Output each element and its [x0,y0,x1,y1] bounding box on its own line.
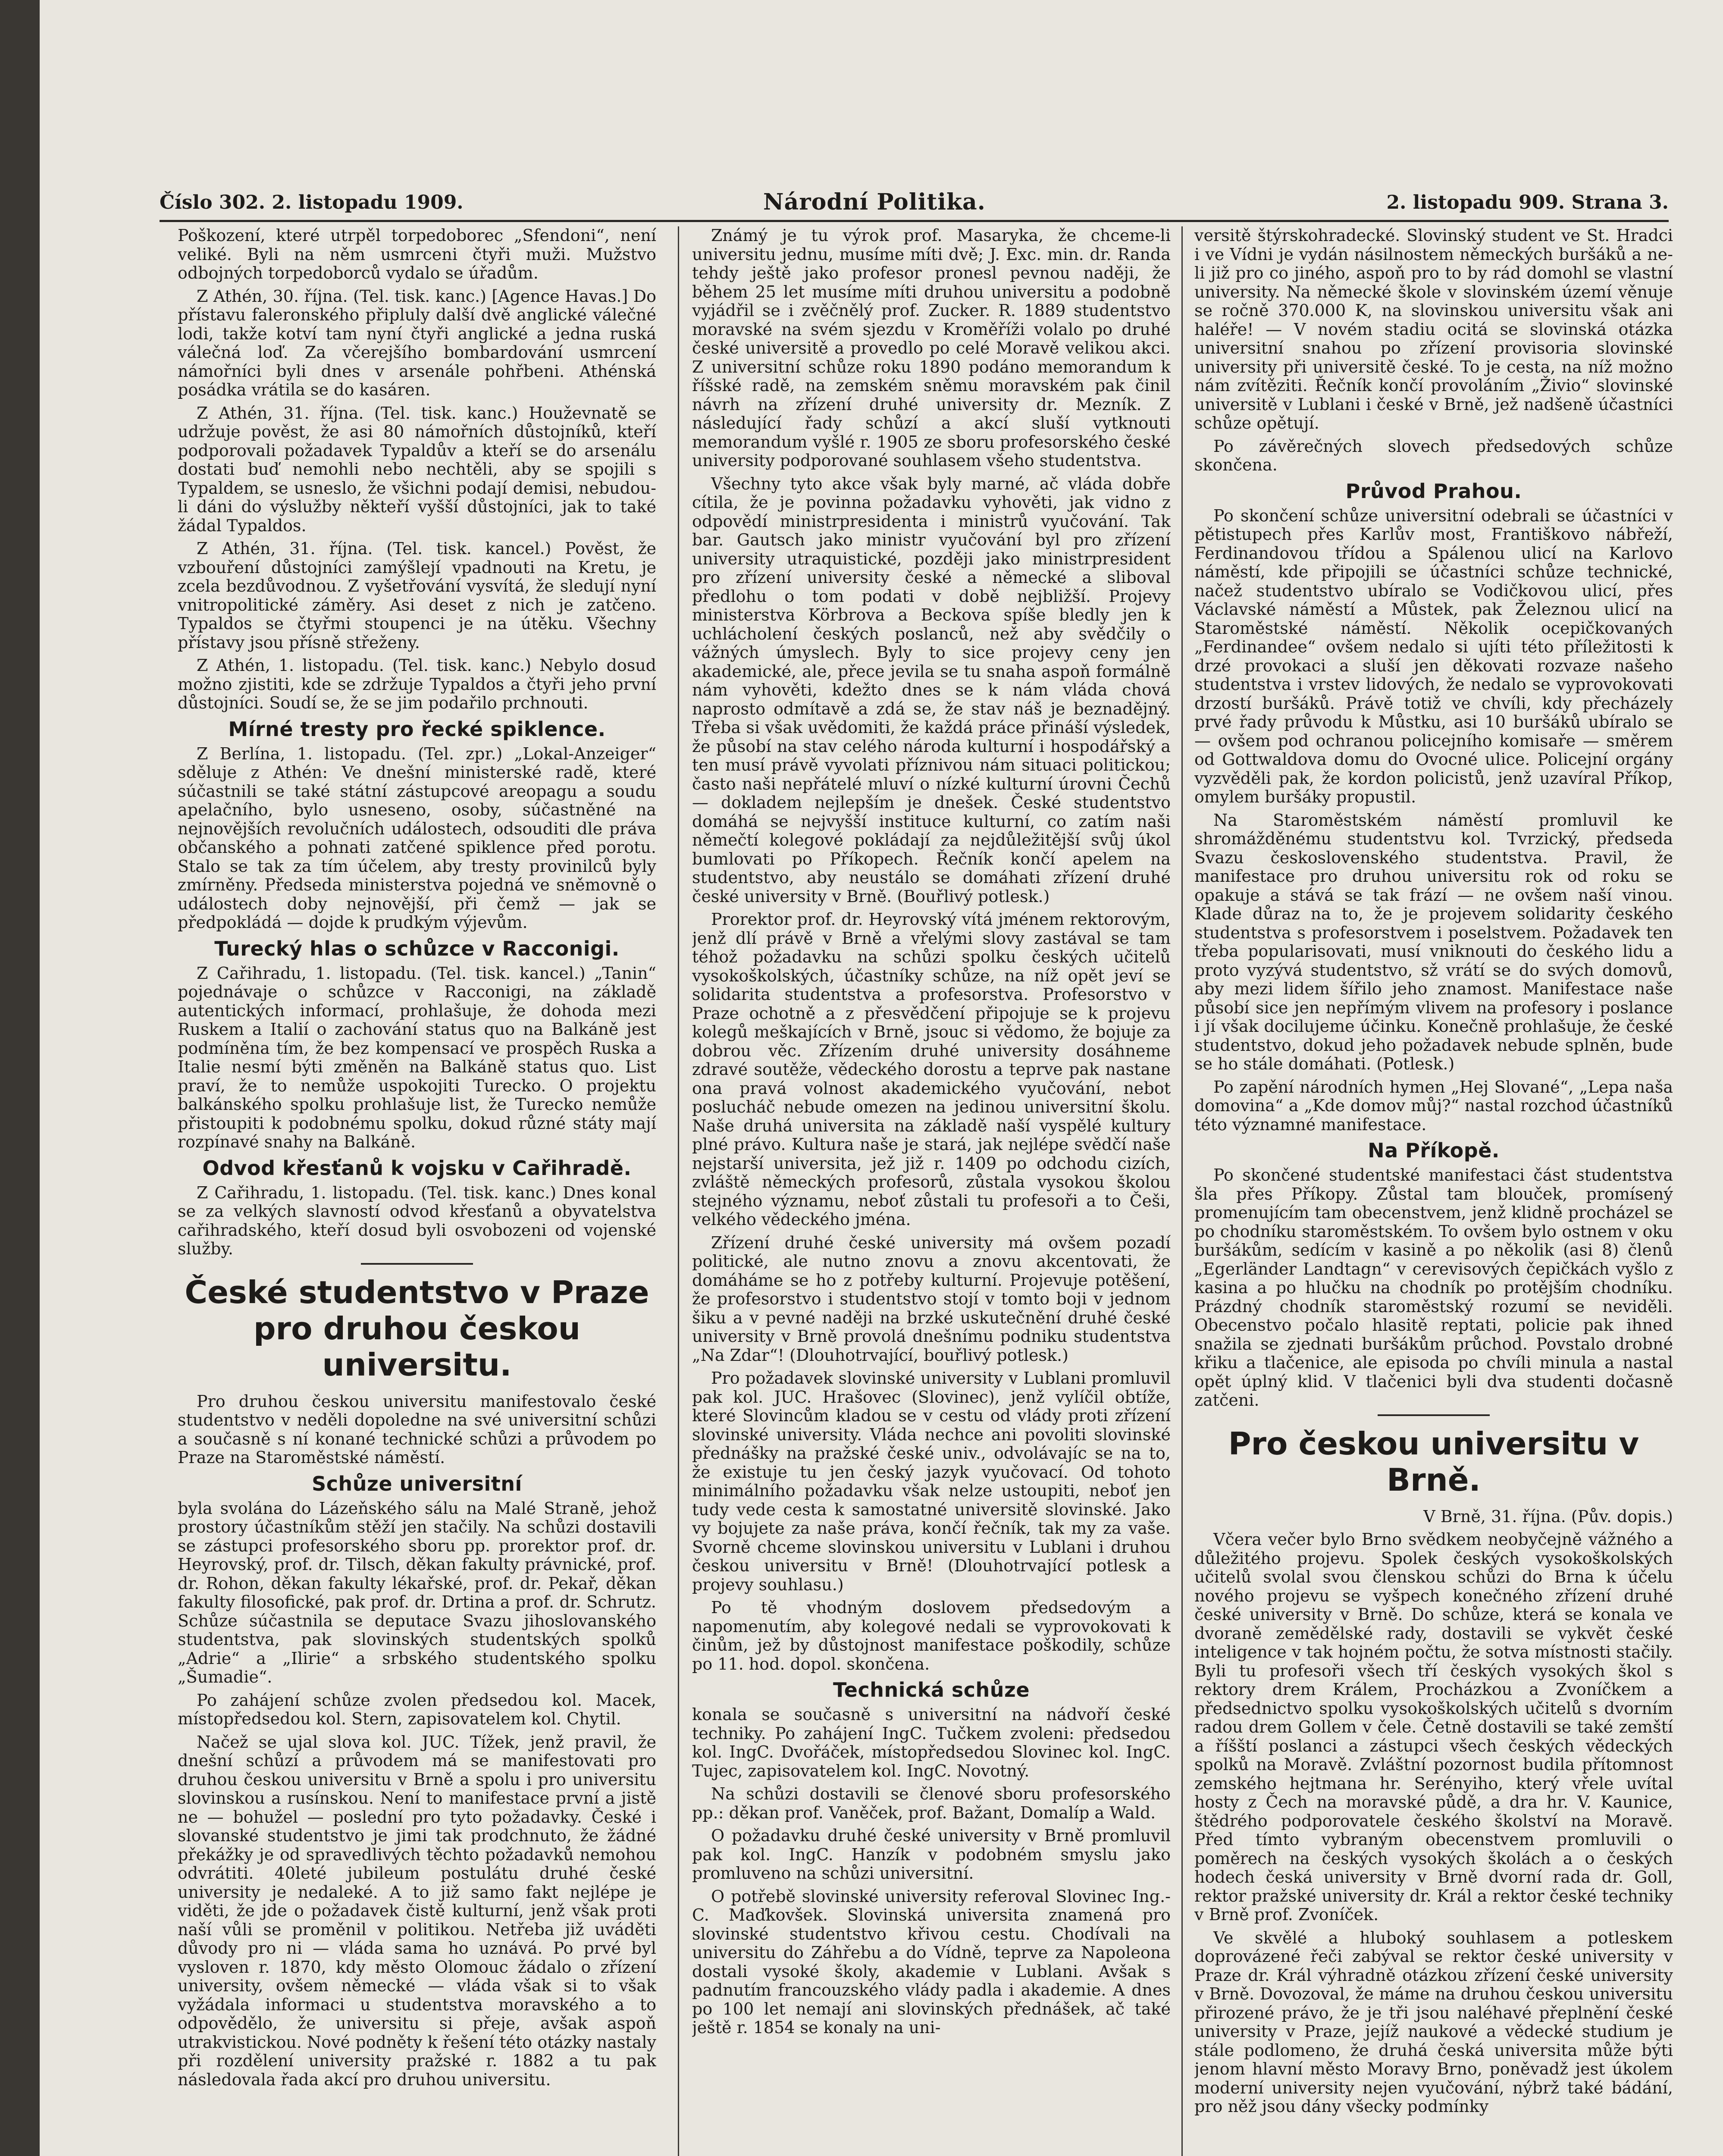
paragraph: O požadavku druhé české university v Brně promluvil pak kol. IngC. Hanzík v podobném smyslu jako promluveno na schůzi universitní. [692,1826,1171,1883]
dateline: V Brně, 31. října. (Pův. dopis.) [1423,1507,1673,1526]
paragraph: Zřízení druhé české university má ovšem pozadí politické, ale nutno znovu a znovu akcentovati, že domáháme se ho z potřeby kulturní. Projevuje potěšení, že profesorstvo i studentstvo stojí v tomto boji v jednom šiku a v pevné naději na brzké uskutečnění druhé české university v Brně provolá dnešnímu podniku studentstva „Na Zdar“! (Dlouhotrvající, bouřlivý potlesk.) [692,1233,1171,1365]
header-rule [160,220,1669,222]
column-divider [1181,226,1183,2156]
paragraph: Pro druhou českou universitu manifestovalo české studentstvo v neděli dopoledne na své universitní schůzi a současně s ní konané technické schůzi a průvodem po Praze na Staroměstské náměstí. [178,1391,656,1467]
paragraph: Z Athén, 1. listopadu. (Tel. tisk. kanc.) Nebylo dosud možno zjistiti, kde se zdržuje Typaldos a čtyři jeho první důstojníci. Soudí se, že se jim podařilo prchnouti. [178,656,656,712]
page-header [160,189,1669,219]
main-headline: Pro českou universitu v Brně. [1228,1425,1639,1498]
paragraph: Včera večer bylo Brno svědkem neobyčejně vážného a důležitého projevu. Spolek českých vysokoškolských učitelů svolal svou členskou schůzi do Brna k účelu nového projevu se vyšpech konečného zřízení druhé české university v Brně. Do schůze, která se konala ve dvoraně zemědělské rady, dostavili se vykvět české inteligence v tak hojném počtu, že sotva místnosti stačily. Byli tu profesoři všech tří českých vysokých škol s rektory drem Králem, Procházkou a Zvoníčkem a předsednictvo spolku vysokoškolských učitelů s dvorním radou drem Gollem v čele. Četně dostavili se také zemští a říšští poslanci a zástupci všech českých vědeckých spolků na Moravě. Zvláštní pozornost budila přítomnost zemského hejtmana hr. Serényiho, který vřele uvítal hosty z Čech na moravské půdě, a dra hr. V. Kaunice, štědrého podporovatele českého školství na Moravě. Před tímto vybraným obecenstvem promluvili o poměrech na českých vysokých školách a o českých hodech česká university v Brně dvorní rada dr. Goll, rektor pražské university dr. Král a rektor české techniky v Brně prof. Zvoníček. [1194,1530,1673,1924]
paragraph: Z Cařihradu, 1. listopadu. (Tel. tisk. kancel.) „Tanin“ pojednávaje o schůzce v Racconigi, na základě autentických informací, prohlašuje, že dohoda mezi Ruskem a Italií o zachování status quo na Balkáně jest podmíněna tím, že bez kompensací ve prospěch Ruska a Italie nesmí býti změněn na Balkáně status quo. List praví, že to nemůže uspokojiti Turecko. O projektu balkánského spolku prohlašuje list, že Turecko nemůže přistoupiti k podobnému spolku, dokud různé státy mají rozpínavé snahy na Balkáně. [178,963,656,1151]
headline: Technická schůze [833,1678,1030,1702]
paragraph: Načež se ujal slova kol. JUC. Tížek, jenž pravil, že dnešní schůzí a průvodem má se manifestovati pro druhou českou universitu v Brně a spolu i pro universitu slovinskou a rusínskou. Není to manifestace první a jistě ne — bohužel — poslední pro tyto požadavky. České i slovanské studentstvo je jimi tak prodchnuto, že žádné překážky je od spravedlivých těchto požadavků nemohou odvrátiti. 40leté jubileum postulátu druhé české university je nedaleké. A to již samo fakt nejlépe je viděti, že jde o požadavek čistě kulturní, jenž však proti naší vůli se proměnil v politikou. Netřeba již uváděti důvody pro ni — vláda sama ho uznává. Po prvé byl vysloven r. 1870, kdy město Olomouc žádalo o zřízení university, ovšem německé — vláda však si to však vyžádala informaci u studentstva moravského a to odpovědělo, že universitu si přeje, avšak aspoň utrakvistickou. Nové podněty k řešení této otázky nastaly při rozdělení university pražské r. 1882 a tu pak následovala řada akcí pro druhou universitu. [178,1732,656,2089]
paragraph: Z Athén, 31. října. (Tel. tisk. kanc.) Houževnatě se udržuje pověst, že asi 80 námořních důstojníků, kteří podporovali požadavek Typaldův a kteří se do arsenálu dostati buď nemohli nebo nechtěli, aby se spojili s Typaldem, se usneslo, že všichni podají demisi, nebudou-li dáni do výslužby někteří vyšší důstojníci, jak to také žádal Typaldos. [178,403,656,535]
headline: Turecký hlas o schůzce v Racconigi. [214,937,620,960]
masthead: Národní Politika. [763,189,986,215]
column-3 [1194,226,1673,2156]
headline: Odvod křesťanů k vojsku v Cařihradě. [202,1156,632,1180]
headline: Schůze universitní [312,1472,522,1495]
paragraph: Prorektor prof. dr. Heyrovský vítá jménem rektorovým, jenž dlí právě v Brně a vřelými slovy zastával se tam téhož požadavku na schůzi spolku českých učitelů vysokoškolských, účastníky schůze, na níž opět jeví se solidarita studentstva a profesorstva. Profesorstvo v Praze ochotně a z přesvědčení připojuje se k projevu kolegů meškajících v Brně, jsouc si vědomo, že bojuje za dobrou věc. Zřízením druhé university dosáhneme zdravé soutěže, vědeckého dorostu a teprve pak nastane ona pravá volnost akademického vyučování, nebot poslucháč nebude omezen na jedinou universitní školu. Naše druhá universita na základě naší vyspělé kultury plné právo. Kultura naše je stará, jak nejlépe svědčí naše nejstarší universita, jež již r. 1409 po odchodu cizích, zvláště německých profesorů, zůstala vysokou školou stejného významu, neboť zůstali tu profesoři a to Češi, velkého vědeckého jména. [692,910,1171,1229]
main-headline: České studentstvo v Praze pro druhou českou universitu. [185,1274,649,1383]
paragraph: Všechny tyto akce však byly marné, ač vláda dobře cítila, že je povinna požadavku vyhověti, jak vidno z odpovědí ministrpresidenta i ministrů vyučování. Tak bar. Gautsch jako ministr vyučování byl pro zřízení university utraquistické, později jako ministrpresident pro zřízení university české a německé a sliboval předlohu o tom podati v době nejbližší. Projevy ministerstva Körbrova a Beckova spíše bledly jen k uchlácholení českých poslanců, než aby svědčily o vážných úmyslech. Byly to sice projevy ceny jen akademické, ale, přece jevila se tu snaha aspoň formálně nám vyhověti, kdežto dnes se k nám vláda chová naprosto odmítavě a zdá se, že stav náš je beznadějný. Třeba si však uvědomiti, že každá práce přináší výsledek, že působí na stav celého národa kulturní i hospodářský a ten musí právě vyvolati příznivou nám situaci politickou; často naši nepřátelé mluví o nízké kulturní úrovni Čechů — dokladem nejlepším je dnešek. České studentstvo domáhá se nejvyšší instituce kulturní, co zatím naši němečtí kolegové pokládají za nejdůležitější svůj úkol bumlovati po Příkopech. Řečník končí apelem na studentstvo, aby neustálo se domáhati zřízení druhé české university v Brně. (Bouřlivý potlesk.) [692,474,1171,906]
paragraph: byla svolána do Lázeňského sálu na Malé Straně, jehož prostory účastníkům stěží jen stačily. Na schůzi dostavili se zástupci profesorského sboru pp. prorektor prof. dr. Heyrovský, prof. dr. Tilsch, děkan fakulty právnické, prof. dr. Rohon, děkan fakulty lékařské, prof. dr. Pekař, děkan fakulty filosofické, pak prof. dr. Drtina a prof. dr. Schrutz. Schůze súčastnila se deputace Svazu jihoslovanského studentstva, pak slovinských studentských spolků „Adrie“ a „Ilirie“ a srbského studentského spolku „Šumadie“. [178,1498,656,1686]
paragraph: Známý je tu výrok prof. Masaryka, že chceme-li universitu jednu, musíme míti dvě; J. Exc. min. dr. Randa tehdy ještě jako profesor pronesl pevnou naději, že během 25 let musíme míti druhou universitu a podobně vyjádřil se i zvěčnělý prof. Zucker. R. 1889 studentstvo moravské na svém sjezdu v Kroměříži volalo po druhé české universitě a provedlo po celé Moravě velikou akci. Z universitní schůze roku 1890 podáno memorandum k říšské radě, na zemském sněmu moravském pak činil návrh na zřízení druhé university dr. Mezník. Z následující řady schůzí a akcí sluší vytknouti memorandum vyšlé r. 1905 ze sboru profesorského české university podporované souhlasem všeho studentstva. [692,226,1171,470]
paragraph: Po skončení schůze universitní odebrali se účastníci v pětistupech přes Karlův most, Františkovo nábřeží, Ferdinandovou třídou a Spálenou ulicí na Karlovo náměstí, kde připojili se účastníci schůze technické, načež studentstvo ubíralo se Vodičkovou ulicí, přes Václavské náměstí a Můstek, pak Železnou ulicí na Staroměstské náměstí. Několik ocepičkovaných „Ferdinandee“ ovšem nedalo si ujíti této příležitosti k drzé provokaci a sluší jen děkovati rozvaze našeho studentstva i vrstev lidových, že nedalo se vyprovokovati drzostí buršáků. Právě totiž ve chvíli, kdy přecházely prvé řady průvodu k Můstku, asi 10 buršáků ubíralo se — ovšem pod ochranou policejního komisaře — směrem od Gottwaldova domu do Ovocné ulice. Policejní orgány vyzvěděli pak, že kordon policistů, jenž uzavíral Příkop, omylem buršáky propustil. [1194,506,1673,806]
headline: Na Příkopě. [1368,1139,1500,1162]
paragraph: Po skončené studentské manifestaci část studentstva šla přes Příkopy. Zůstal tam blouček, promísený promenujícím tam obecenstvem, jenž klidně procházel se po chodníku staroměstském. To ovšem bylo ostnem v oku buršákům, sedícím v kasině a po několik (asi 8) členů „Egerländer Landtagn“ v cerevisových čepičkách vyšlo z kasina a po hlučku na chodník po protějším chodníku. Prázdný chodník staroměstský rozumí se neviděli. Obecenstvo počalo hlasitě reptati, policie pak ihned snažila se zjednati buršákům průchod. Povstalo drobné křiku a tlačenice, ale episoda po chvíli minula a nastal opět úplný klid. V tlačenici byli dva studenti dočasně zatčeni. [1194,1166,1673,1410]
paragraph: Po zapění národních hymen „Hej Slované“, „Lepa naša domovina“ a „Kde domov můj?“ nastal rozchod účastníků této významné manifestace. [1194,1077,1673,1134]
paragraph: Z Athén, 31. října. (Tel. tisk. kancel.) Pověst, že vzbouření důstojníci zamýšlejí vpadnouti na Kretu, je zcela bezdůvodnou. Z vyšetřování vysvítá, že sledují nyní vnitropolitické záměry. Asi deset z nich je zatčeno. Typaldos se čtyřmi stoupenci je na útěku. Všechny přístavy jsou přísně střeženy. [178,539,656,652]
column-2 [692,226,1171,2156]
paragraph: Na schůzi dostavili se členové sboru profesorského pp.: děkan prof. Vaněček, prof. Bažant, Domalíp a Wald. [692,1784,1171,1822]
paragraph: Ve skvělé a hluboký souhlasem a potleskem doprovázené řeči zabýval se rektor české university v Praze dr. Král výhradně otázkou zřízení české university v Brně. Dovozoval, že máme na druhou českou universitu přirozené právo, že je tři jsou naléhavé přeplnění české university v Praze, jejíž naukové a vědecké studium je stále podlomeno, že druhá česká universita může býti jenom hlavní město Moravy Brno, poněvadž jest úkolem moderní university nejen vyučování, nýbrž také bádání, pro něž jsou dány všecky podmínky [1194,1928,1673,2116]
paragraph: O potřebě slovinské university referoval Slovinec Ing.-C. Maďkovšek. Slovinská universita znamená pro slovinské studentstvo křivou cestu. Chodívali na universitu do Záhřebu a do Vídně, teprve za Napoleona dostali vysoké školy, akademie v Lublani. Avšak s padnutím francouzského vlády padla i akademie. A dnes po 100 let nemají ani slovinských přednášek, ač také ještě r. 1854 se konaly na uni- [692,1887,1171,2037]
headline: Mírné tresty pro řecké spiklence. [228,717,606,741]
paragraph: Po zahájení schůze zvolen předsedou kol. Macek, místopředsedou kol. Stern, zapisovatelem kol. Chytil. [178,1690,656,1728]
paragraph: Z Berlína, 1. listopadu. (Tel. zpr.) „Lokal-Anzeiger“ sděluje z Athén: Ve dnešní ministerské radě, které súčastnili se také státní zástupcové areopagu a soudu apelačního, bylo usneseno, osoby, súčastněné na nejnovějších revolučních událostech, odsouditi dle práva občanského a pohnati zatčené spiklence před porotu. Stalo se tak za tím účelem, aby tresty provinilců byly zmírněny. Předseda ministerstva pojedná ve sněmovně o událostech doby nejnovější, při čemž — jak se předpokládá — dojde k prudkým výjevům. [178,744,656,932]
section-rule [1378,1414,1490,1416]
paragraph: Po závěrečných slovech předsedových schůze skončena. [1194,436,1673,474]
paragraph: versitě štýrskohradecké. Slovinský student ve St. Hradci i ve Vídni je vydán násilnostem německých buršáků a ne-li již pro co jiného, aspoň pro to by rád domohl se vlastní university. Na německé škole v slovinském území věnuje se ročně 370.000 K, na slovinskou universitu však ani haléře! — V novém stadiu ocitá se slovinská otázka universitní snahou po zřízení provisoria slovinské university při universitě české. To je cesta, na níž možno nám zvítěziti. Řečník končí provoláním „Živio“ slovinské universitě v Lublani i české v Brně, jež nadšeně účastníci schůze opětují. [1194,226,1673,432]
issue-info: Číslo 302. 2. listopadu 1909. [160,191,464,213]
column-divider [678,226,679,2156]
section-rule [361,1263,473,1265]
headline: Průvod Prahou. [1345,479,1522,503]
paragraph: Poškození, které utrpěl torpedoborec „Sfendoni“, není veliké. Byli na něm usmrceni čtyři muži. Mužstvo odbojných torpedoborců vydalo se úřadům. [178,226,656,282]
binding-gutter [0,0,40,2156]
column-1 [178,226,656,2156]
paragraph: Z Athén, 30. října. (Tel. tisk. kanc.) [Agence Havas.] Do přístavu faleronského připluly další dvě anglické válečné lodi, takže kotví tam nyní čtyři anglické a jedna ruská válečná loď. Za včerejšího bombardování usmrcení námořníci byli dnes v arsenále pohřbeni. Athénská posádka vrátila se do kasáren. [178,286,656,399]
paragraph: Pro požadavek slovinské university v Lublani promluvil pak kol. JUC. Hrašovec (Slovinec), jenž vylíčil obtíže, které Slovincům kladou se v cestu od vlády proti zřízení slovinské university. Vláda nechce ani povoliti slovinské přednášky na pražské české univ., odvolávajíc se na to, že existuje tu jen český jazyk vyučovací. Od tohoto minimálního požadavku však nelze ustoupiti, neboť jen tudy vede cesta k samostatné universitě slovinské. Jako vy bojujete za naše práva, končí řečník, tak my za vaše. Svorně chceme slovinskou universitu v Lublani i druhou českou universitu v Brně! (Dlouhotrvající potlesk a projevy souhlasu.) [692,1369,1171,1594]
paragraph: Po tě vhodným doslovem předsedovým a napomenutím, aby kolegové nedali se vyprovokovati k činům, jež by důstojnost manifestace poškodily, schůze po 11. hod. dopol. skončena. [692,1598,1171,1673]
paragraph: Z Cařihradu, 1. listopadu. (Tel. tisk. kanc.) Dnes konal se za velkých slavností odvod křesťanů a obyvatelstva cařihradského, kteří dosud byli osvobozeni od vojenské služby. [178,1183,656,1258]
paragraph: konala se současně s universitní na nádvoří české techniky. Po zahájení IngC. Tučkem zvoleni: předsedou kol. IngC. Dvořáček, místopředsedou Slovinec kol. IngC. Tujec, zapisovatelem kol. IngC. Novotný. [692,1705,1171,1780]
paragraph: Na Staroměstském náměstí promluvil ke shromážděnému studentstvu kol. Tvrzický, předseda Svazu československého studentstva. Pravil, že manifestace pro druhou universitu rok od roku se opakuje a stává se tak frází — ne ovšem naší vinou. Klade důraz na to, že je projevem solidarity českého studentstva s profesorstvem i poselstvem. Požadavek ten třeba popularisovati, musí vniknouti do českého lidu a proto vyzývá studentstvo, sž vrátí se do svých domovů, aby mezi lidem šířilo jeho znamost. Manifestace naše působí sice jen nepřímým vlivem na profesory i poslance i jí však docilujeme účinku. Konečně prohlašuje, že české studentstvo, dokud jeho požadavek nebude splněn, bude se ho stále domáhati. (Potlesk.) [1194,810,1673,1073]
page-info: 2. listopadu 909. Strana 3. [1386,191,1669,213]
